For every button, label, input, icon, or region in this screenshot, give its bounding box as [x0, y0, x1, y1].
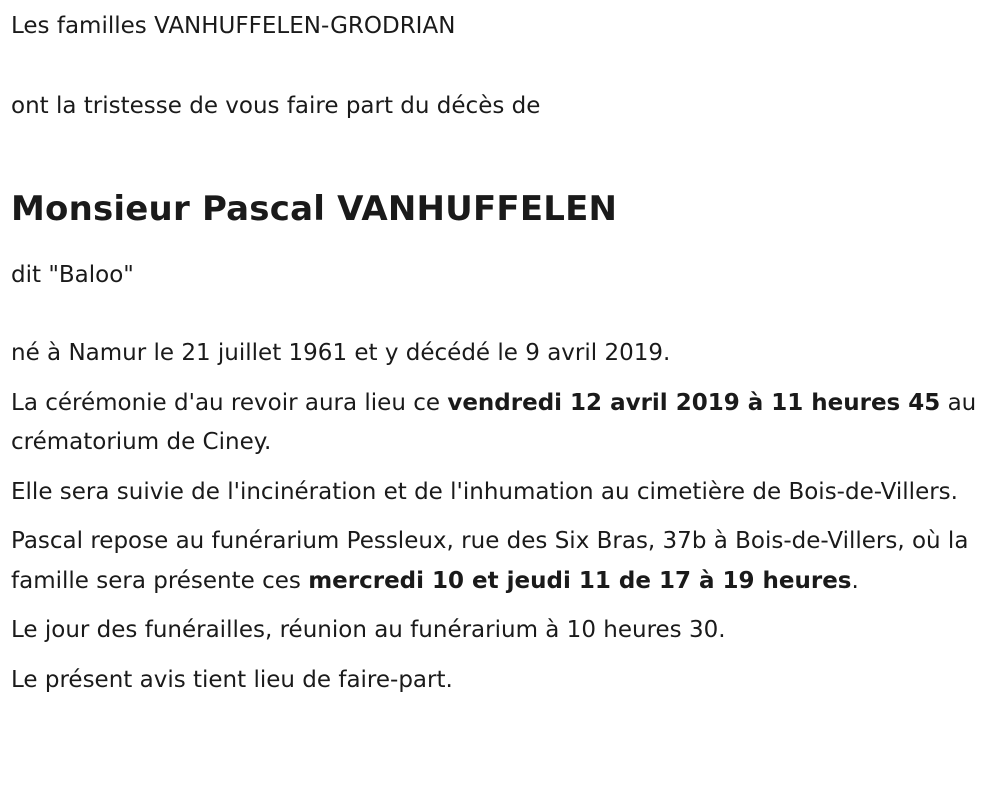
visitation-days-hours: mercredi 10 et jeudi 11 de 17 à 19 heures [308, 567, 852, 594]
ceremony-suffix: au crématorium de Ciney. [11, 389, 977, 455]
notice-body [11, 334, 981, 710]
birth-death-paragraph: né à Namur le 21 juillet 1961 et y décédé le 9 avril 2019. [11, 340, 671, 366]
ceremony-paragraph [11, 384, 981, 463]
visitation-paragraph [11, 522, 981, 601]
visitation-suffix: . [851, 567, 859, 594]
deceased-name: Monsieur Pascal VANHUFFELEN [11, 188, 618, 229]
visitation-prefix: Pascal repose au funérarium Pessleux, rue des Six Bras, 37b à Bois-de-Villers, où la famille sera présente ces [11, 528, 969, 594]
announce-line: ont la tristesse de vous faire part du décès de [11, 93, 541, 119]
ceremony-date-time: vendredi 12 avril 2019 à 11 heures 45 [447, 389, 941, 416]
ceremony-prefix: La cérémonie d'au revoir aura lieu ce [11, 389, 448, 416]
incineration-paragraph: Elle sera suivie de l'incinération et de l'inhumation au cimetière de Bois-de-Villers. [11, 478, 958, 505]
closing-paragraph: Le présent avis tient lieu de faire-part. [11, 666, 453, 693]
funeral-day-paragraph: Le jour des funérailles, réunion au funérarium à 10 heures 30. [11, 617, 726, 643]
family-line: Les familles VANHUFFELEN-GRODRIAN [11, 13, 456, 39]
nickname-line: dit "Baloo" [11, 262, 134, 288]
